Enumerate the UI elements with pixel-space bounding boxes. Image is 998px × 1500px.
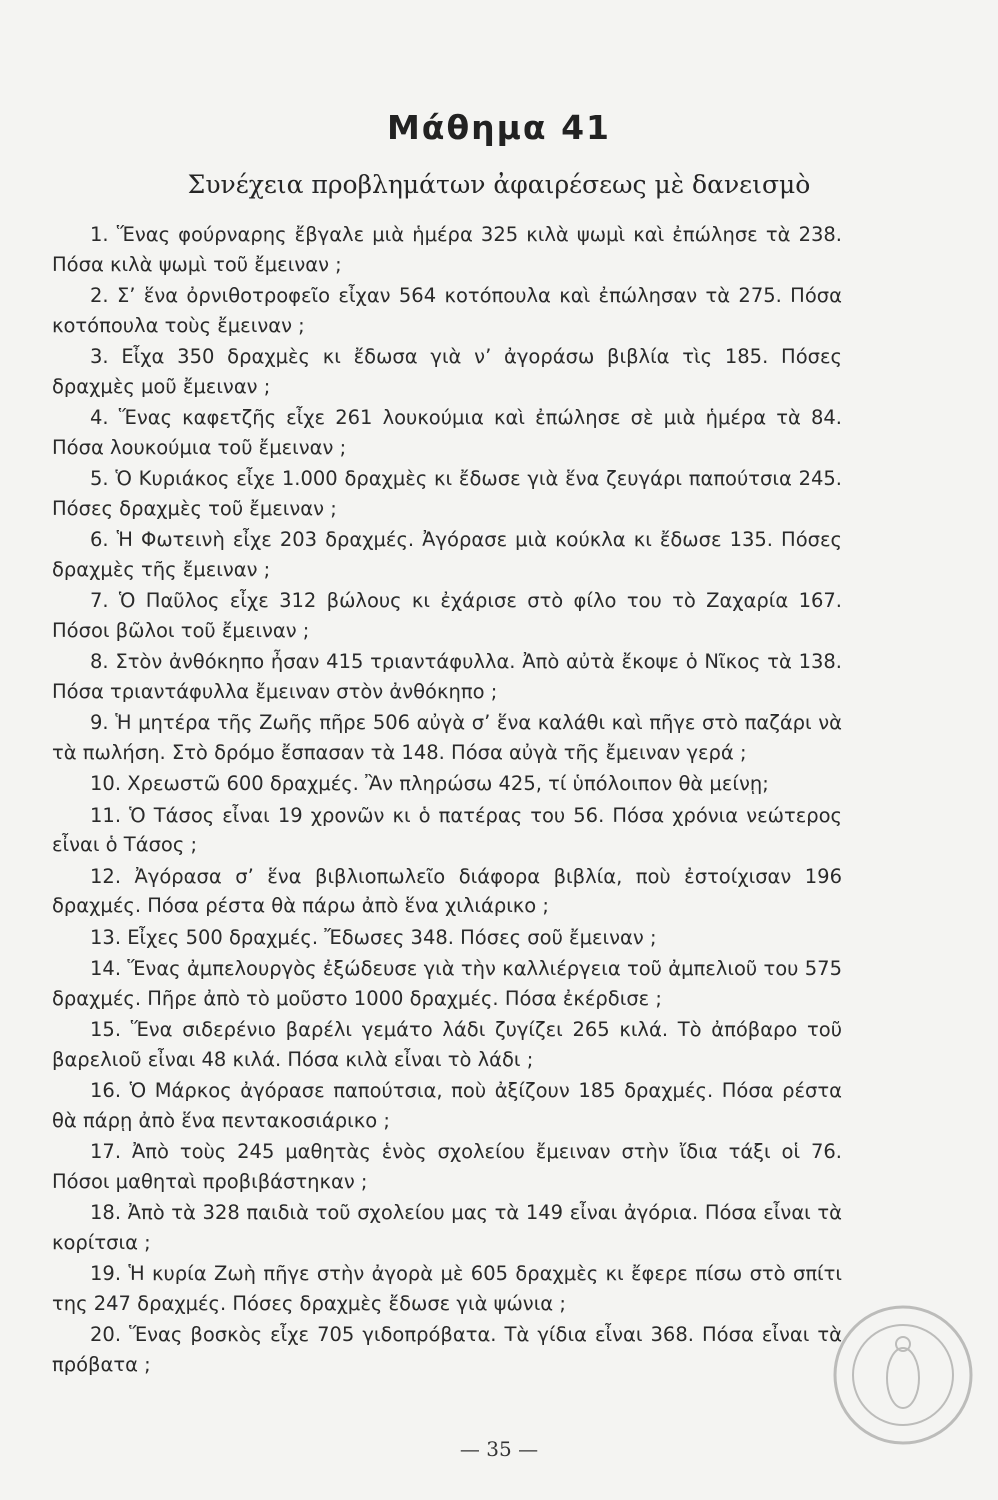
lesson-heading: Μάθημα 41 [386, 108, 612, 147]
problem-item: 20. Ἕνας βοσκὸς εἶχε 705 γιδοπρόβατα. Τὰ γίδια εἶναι 368. Πόσα εἶναι τὰ πρόβατα ; [52, 1323, 842, 1376]
page-number: — 35 — [459, 1437, 539, 1461]
problem-item: 11. Ὁ Τάσος εἶναι 19 χρονῶν κι ὁ πατέρας του 56. Πόσα χρόνια νεώτερος εἶναι ὁ Τάσος ; [52, 803, 842, 856]
problem-item: 10. Χρεωστῶ 600 δραχμές. Ἂν πληρώσω 425, τί ὑπόλοιπον θὰ μείνῃ; [90, 772, 769, 795]
problem-item: 14. Ἕνας ἀμπελουργὸς ἐξώδευσε γιὰ τὴν καλλιέργεια τοῦ ἀμπελιοῦ του 575 δραχμές. Πῆρε ἀπὸ τὸ μοῦστο 1000 δραχμές. Πόσα ἐκέρδισε ; [52, 957, 842, 1010]
problem-item: 16. Ὁ Μάρκος ἀγόρασε παπούτσια, ποὺ ἀξίζουν 185 δραχμές. Πόσα ρέστα θὰ πάρῃ ἀπὸ ἕνα πεντακοσιάρικο ; [52, 1079, 842, 1132]
problem-item: 6. Ἡ Φωτεινὴ εἶχε 203 δραχμές. Ἀγόρασε μιὰ κούκλα κι ἔδωσε 135. Πόσες δραχμὲς τῆς ἔμειναν ; [52, 528, 842, 581]
problem-item: 13. Εἶχες 500 δραχμές. Ἔδωσες 348. Πόσες σοῦ ἔμειναν ; [90, 925, 657, 949]
problem-item: 3. Εἶχα 350 δραχμὲς κι ἔδωσα γιὰ ν’ ἀγοράσω βιβλία τὶς 185. Πόσες δραχμὲς μοῦ ἔμειναν ; [52, 345, 842, 398]
problem-item: 4. Ἕνας καφετζῆς εἶχε 261 λουκούμια καὶ ἐπώλησε σὲ μιὰ ἡμέρα τὰ 84. Πόσα λουκούμια τοῦ ἔμειναν ; [52, 406, 842, 459]
problem-item: 12. Ἀγόρασα σ’ ἕνα βιβλιοπωλεῖο διάφορα βιβλία, ποὺ ἐστοίχισαν 196 δραχμές. Πόσα ρέστα θὰ πάρω ἀπὸ ἕνα χιλιάρικο ; [52, 864, 842, 917]
problem-item: 19. Ἡ κυρία Ζωὴ πῆγε στὴν ἀγορὰ μὲ 605 δραχμὲς κι ἔφερε πίσω στὸ σπίτι της 247 δραχμές. Πόσες δραχμὲς ἔδωσε γιὰ ψώνια ; [52, 1262, 842, 1315]
problem-item: 1. Ἕνας φούρναρης ἔβγαλε μιὰ ἡμέρα 325 κιλὰ ψωμὶ καὶ ἐπώλησε τὰ 238. Πόσα κιλὰ ψωμὶ τοῦ ἔμειναν ; [52, 223, 842, 276]
problem-item: 15. Ἕνα σιδερένιο βαρέλι γεμάτο λάδι ζυγίζει 265 κιλά. Τὸ ἀπόβαρο τοῦ βαρελιοῦ εἶναι 48 κιλά. Πόσα κιλὰ εἶναι τὸ λάδι ; [52, 1018, 842, 1071]
problem-list [52, 220, 842, 1381]
problem-item: 5. Ὁ Κυριάκος εἶχε 1.000 δραχμὲς κι ἔδωσε γιὰ ἕνα ζευγάρι παπούτσια 245. Πόσες δραχμὲς τοῦ ἔμειναν ; [52, 467, 842, 520]
problem-item: 7. Ὁ Παῦλος εἶχε 312 βώλους κι ἐχάρισε στὸ φίλο του τὸ Ζαχαρία 167. Πόσοι βῶλοι τοῦ ἔμειναν ; [52, 589, 842, 642]
problem-item: 17. Ἀπὸ τοὺς 245 μαθητὰς ἑνὸς σχολείου ἔμειναν στὴν ἴδια τάξι οἱ 76. Πόσοι μαθηταὶ προβιβάστηκαν ; [52, 1140, 842, 1193]
lesson-subtitle: Συνέχεια προβλημάτων ἀφαιρέσεως μὲ δανεισμὸ [187, 170, 811, 199]
problem-item: 8. Στὸν ἀνθόκηπο ἦσαν 415 τριαντάφυλλα. Ἀπὸ αὐτὰ ἔκοψε ὁ Νῖκος τὰ 138. Πόσα τριαντάφυλλα ἔμειναν στὸν ἀνθόκηπο ; [52, 650, 842, 703]
problem-item: 9. Ἡ μητέρα τῆς Ζωῆς πῆρε 506 αὐγὰ σ’ ἕνα καλάθι καὶ πῆγε στὸ παζάρι νὰ τὰ πωλήση. Στὸ δρόμο ἔσπασαν τὰ 148. Πόσα αὐγὰ τῆς ἔμειναν γερά ; [52, 711, 842, 764]
problem-item: 2. Σ’ ἕνα ὀρνιθοτροφεῖο εἶχαν 564 κοτόπουλα καὶ ἐπώλησαν τὰ 275. Πόσα κοτόπουλα τοὺς ἔμειναν ; [52, 284, 842, 337]
problem-item: 18. Ἀπὸ τὰ 328 παιδιὰ τοῦ σχολείου μας τὰ 149 εἶναι ἀγόρια. Πόσα εἶναι τὰ κορίτσια ; [52, 1201, 842, 1254]
library-stamp-icon [828, 1300, 978, 1450]
